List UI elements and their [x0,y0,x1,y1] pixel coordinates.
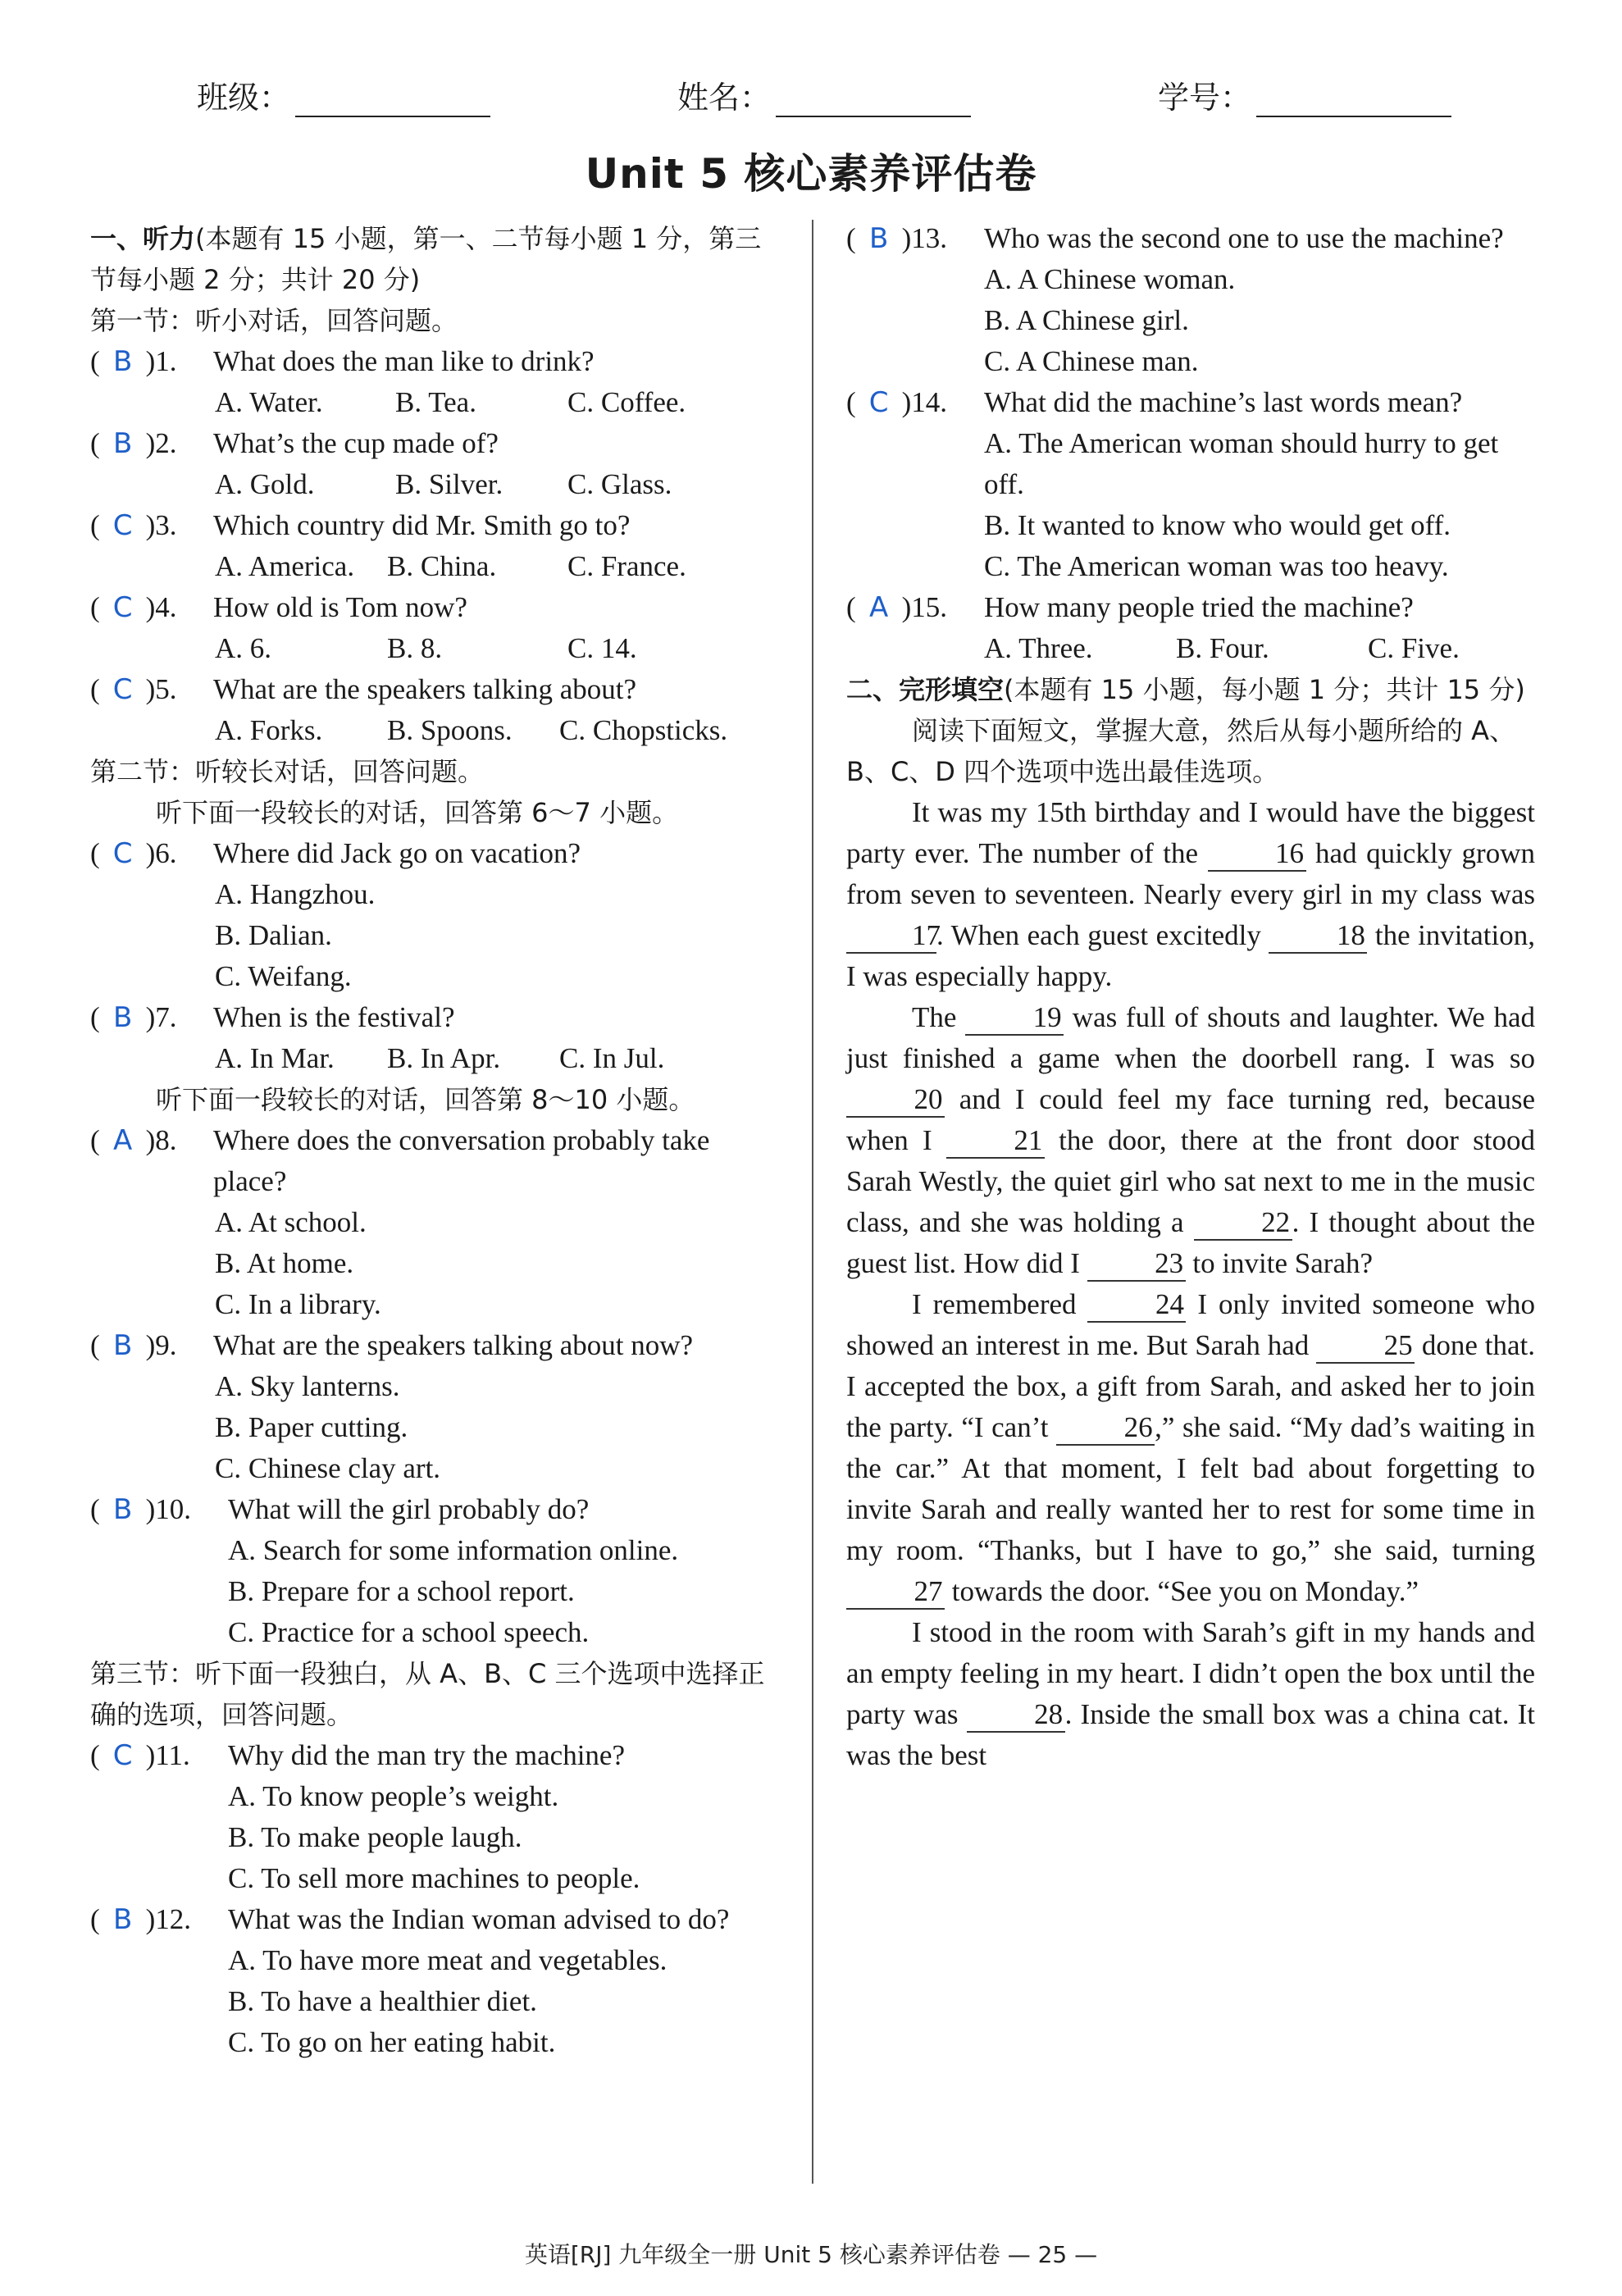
question-5: ( C )5. What are the speakers talking about? [90,669,779,710]
answer-7: B [112,1001,133,1034]
option-14b: B. It wanted to know who would get off. [984,509,1451,541]
page-footer: 英语[RJ] 九年级全一册 Unit 5 核心素养评估卷 — 25 — [524,2241,1098,2268]
options-5: A. Forks. B. Spoons. C. Chopsticks. [215,714,728,746]
option-11a: A. To know people’s weight. [228,1780,559,1812]
options-2: A. Gold. B. Silver. C. Glass. [215,468,672,500]
option-8a: A. At school. [215,1206,367,1238]
option-13c: C. A Chinese man. [984,345,1199,377]
student-id-field [1158,72,1451,117]
option-11b: B. To make people laugh. [228,1821,522,1853]
answer-6: C [112,837,133,870]
page-title: Unit 5 核心素养评估卷 [585,150,1037,198]
option-9a: A. Sky lanterns. [215,1370,400,1402]
options-3: A. America. B. China. C. France. [215,550,686,582]
option-13b: B. A Chinese girl. [984,304,1189,336]
blank-22[interactable]: 22 [1194,1206,1292,1241]
option-10a: A. Search for some information online. [228,1534,679,1566]
answer-8: A [113,1124,133,1157]
instruction-8-10: 听下面一段较长的对话，回答第 8～10 小题。 [156,1084,695,1115]
option-12b: B. To have a healthier diet. [228,1985,537,2017]
part2-instruction: 阅读下面短文，掌握大意，然后从每小题所给的 A、B、C、D 四个选项中选出最佳选项。 [846,715,1516,787]
right-column [846,218,1535,1776]
answer-13: B [868,222,889,255]
answer-10: B [112,1493,133,1526]
section3-label: 第三节：听下面一段独白，从 A、B、C 三个选项中选择正确的选项，回答问题。 [90,1658,765,1730]
option-13a: A. A Chinese woman. [984,263,1236,295]
options-7: A. In Mar. B. In Apr. C. In Jul. [215,1042,665,1074]
options-4: A. 6. B. 8. C. 14. [215,632,637,664]
question-15: ( A )15. How many people tried the machine? [846,587,1535,628]
section1-label: 第一节：听小对话，回答问题。 [90,305,458,336]
answer-3: C [112,509,133,542]
question-6: ( C )6. Where did Jack go on vacation? [90,833,779,874]
student-id-label: 学号： [1158,80,1252,116]
option-9c: C. Chinese clay art. [215,1452,441,1484]
blank-16[interactable]: 16 [1208,837,1306,872]
question-12: ( B )12. What was the Indian woman advised to do? [90,1899,779,1940]
question-9: ( B )9. What are the speakers talking about now? [90,1325,779,1366]
question-text: What does the man like to drink? [213,345,595,377]
class-blank[interactable] [295,83,490,117]
question-10: ( B )10. What will the girl probably do? [90,1489,779,1530]
question-13: ( B )13. Who was the second one to use the machine? [846,218,1535,259]
answer-4: C [112,591,133,624]
part1-heading: 一、听力(本题有 15 小题，第一、二节每小题 1 分，第三节每小题 2 分；共计 20 分) [90,223,762,295]
options-15: A. Three. B. Four. C. Five. [984,632,1460,664]
blank-26[interactable]: 26 [1056,1411,1155,1446]
option-6a: A. Hangzhou. [215,878,376,910]
option-6c: C. Weifang. [215,960,352,992]
blank-27[interactable]: 27 [846,1575,945,1610]
class-field [197,72,490,117]
student-id-blank[interactable] [1256,83,1451,117]
option-8c: C. In a library. [215,1288,381,1320]
question-8: ( A )8. Where does the conversation probably take place? [90,1120,779,1202]
question-3: ( C )3. Which country did Mr. Smith go to? [90,505,779,546]
question-1: ( B )1. What does the man like to drink? [90,341,779,382]
option-14c: C. The American woman was too heavy. [984,550,1449,582]
options-1: A. Water. B. Tea. C. Coffee. [215,386,686,418]
answer-14: C [868,386,889,419]
answer-5: C [112,673,133,706]
question-2: ( B )2. What’s the cup made of? [90,423,779,464]
name-label: 姓名： [677,80,772,116]
option-10c: C. Practice for a school speech. [228,1616,590,1648]
part2-heading: 二、完形填空(本题有 15 小题，每小题 1 分；共计 15 分) [846,674,1525,705]
question-14: ( C )14. What did the machine’s last words mean? [846,382,1535,423]
blank-25[interactable]: 25 [1316,1329,1415,1364]
blank-24[interactable]: 24 [1087,1288,1186,1323]
question-11: ( C )11. Why did the man try the machine? [90,1735,779,1776]
blank-19[interactable]: 19 [965,1001,1064,1036]
blank-28[interactable]: 28 [967,1698,1065,1733]
question-4: ( C )4. How old is Tom now? [90,587,779,628]
option-9b: B. Paper cutting. [215,1411,408,1443]
name-blank[interactable] [776,83,971,117]
answer-12: B [112,1903,133,1936]
answer-2: B [112,427,133,460]
blank-17[interactable]: 17 [846,919,936,954]
blank-18[interactable]: 18 [1269,919,1367,954]
instruction-6-7: 听下面一段较长的对话，回答第 6～7 小题。 [156,797,679,828]
passage-paragraph-3: I remembered 24 I only invited someone who showed an interest in me. But Sarah had 25 done that. I accepted the box, a gift from Sarah, and asked her to join the party. “I can’t 26,” she said. “My dad’s waiting in the car.” At that moment, I felt bad about forgetting to invite Sarah and really wanted her to rest for some time in my room. “Thanks, but I have to go,” she said, turning 27 towards the door. “See you on Monday.” [846,1284,1535,1612]
question-7: ( B )7. When is the festival? [90,997,779,1038]
column-divider [812,220,813,2184]
passage-paragraph-2: The 19 was full of shouts and laughter. We had just finished a game when the doorbell rang. I was so 20 and I could feel my face turning red, because when I 21 the door, there at the front door stood Sarah Westly, the quiet girl who sat next to me in the music class, and she was holding a 22. I thought about the guest list. How did I 23 to invite Sarah? [846,997,1535,1284]
section2-label: 第二节：听较长对话，回答问题。 [90,756,485,787]
blank-23[interactable]: 23 [1087,1247,1186,1282]
option-12c: C. To go on her eating habit. [228,2026,556,2058]
option-12a: A. To have more meat and vegetables. [228,1944,667,1976]
answer-9: B [112,1329,133,1362]
left-column [90,218,779,2063]
option-10b: B. Prepare for a school report. [228,1575,575,1607]
option-14a: A. The American woman should hurry to get off. [984,427,1499,500]
blank-21[interactable]: 21 [946,1124,1045,1159]
passage-paragraph-1: It was my 15th birthday and I would have the biggest party ever. The number of the 16 had quickly grown from seven to seventeen. Nearly every girl in my class was 17. When each guest excitedly 18 the invitation, I was especially happy. [846,796,1535,992]
option-11c: C. To sell more machines to people. [228,1862,640,1894]
blank-20[interactable]: 20 [846,1083,945,1118]
answer-11: C [112,1739,133,1772]
option-6b: B. Dalian. [215,919,332,951]
class-label: 班级： [197,80,291,116]
name-field [677,72,971,117]
option-8b: B. At home. [215,1247,354,1279]
passage-paragraph-4: I stood in the room with Sarah’s gift in my hands and an empty feeling in my heart. I didn’t open the box until the party was 28. Inside the small box was a china cat. It was the best [846,1616,1535,1771]
answer-15: A [869,591,889,624]
answer-1: B [112,345,133,378]
